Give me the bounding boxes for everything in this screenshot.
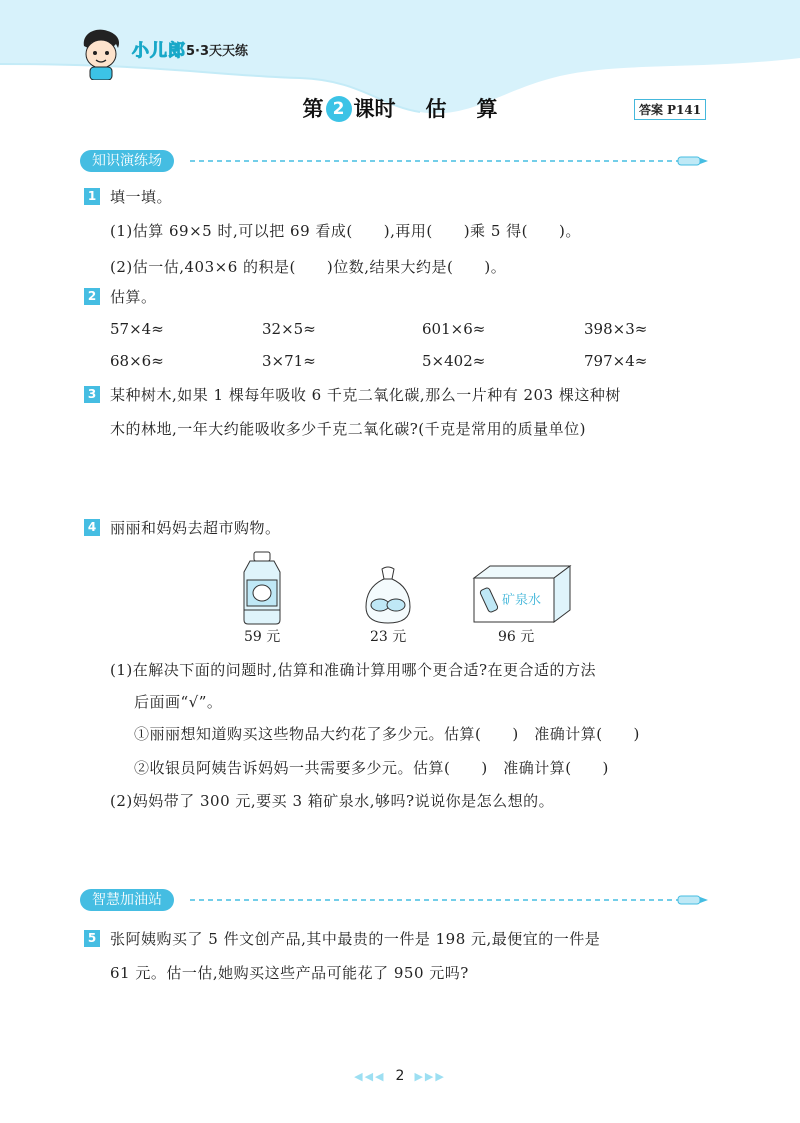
title-topic-1: 估 <box>425 97 447 121</box>
oil-bottle-icon <box>240 550 284 626</box>
estimate-item: 32×5≈ <box>262 320 316 338</box>
section-dashed-line <box>80 150 710 172</box>
q4-part2: (2)妈妈带了 300 元,要买 3 箱矿泉水,够吗?说说你是怎么想的。 <box>110 792 555 810</box>
q4-part1-line1: (1)在解决下面的问题时,估算和准确计算用哪个更合适?在更合适的方法 <box>110 661 597 679</box>
q1-title: 填一填。 <box>110 188 173 206</box>
estimate-item: 398×3≈ <box>584 320 648 338</box>
answer-reference <box>634 99 706 120</box>
estimate-item: 68×6≈ <box>110 352 164 370</box>
boy-mascot-icon <box>78 28 124 80</box>
q4-sub2: ②收银员阿姨告诉妈妈一共需要多少元。估算( ) 准确计算( ) <box>134 759 609 777</box>
q4-part1-line2: 后面画“√”。 <box>134 693 223 711</box>
section-title: 知识演练场 <box>80 150 174 172</box>
estimate-item: 57×4≈ <box>110 320 164 338</box>
page-number: 2 <box>395 1068 405 1084</box>
title-suffix: 课时 <box>353 97 396 121</box>
question-number: 2 <box>84 288 100 305</box>
q3-line1: 某种树木,如果 1 棵每年吸收 6 千克二氧化碳,那么一片种有 203 棵这种树 <box>110 386 621 404</box>
q4-title: 丽丽和妈妈去超市购物。 <box>110 519 281 537</box>
left-arrows-icon: ◀◀◀ <box>354 1070 386 1083</box>
page-footer <box>0 1068 800 1084</box>
question-number: 5 <box>84 930 100 947</box>
lesson-number-badge: 2 <box>326 96 352 122</box>
question-number: 3 <box>84 386 100 403</box>
box-label: 矿泉水 <box>502 593 542 608</box>
q2-title: 估算。 <box>110 288 157 306</box>
item-price: 96 元 <box>498 629 535 645</box>
right-arrows-icon: ▶▶▶ <box>414 1070 446 1083</box>
question-number: 4 <box>84 519 100 536</box>
estimate-item: 797×4≈ <box>584 352 648 370</box>
q5-line1: 张阿姨购买了 5 件文创产品,其中最贵的一件是 198 元,最便宜的一件是 <box>110 930 601 948</box>
question-number: 1 <box>84 188 100 205</box>
section-title: 智慧加油站 <box>80 889 174 911</box>
estimate-item: 601×6≈ <box>422 320 486 338</box>
q1-part2: (2)估一估,403×6 的积是( )位数,结果大约是( )。 <box>110 258 507 276</box>
q5-line2: 61 元。估一估,她购买这些产品可能花了 950 元吗? <box>110 964 469 982</box>
estimate-item: 5×402≈ <box>422 352 486 370</box>
answer-label: 答案 <box>639 103 664 117</box>
q1-part1: (1)估算 69×5 时,可以把 69 看成( ),再用( )乘 5 得( )。 <box>110 222 581 240</box>
item-price: 23 元 <box>370 629 407 645</box>
q3-line2: 木的林地,一年大约能吸收多少千克二氧化碳?(千克是常用的质量单位) <box>110 420 587 438</box>
grocery-bag-icon <box>362 565 414 625</box>
item-price: 59 元 <box>244 629 281 645</box>
title-prefix: 第 <box>302 97 324 121</box>
brand-name: 小儿郎 <box>132 41 186 61</box>
section-dashed-line <box>80 889 710 911</box>
brand-series: 5·3天天练 <box>186 44 249 59</box>
answer-page: P141 <box>667 103 702 117</box>
water-box-icon <box>470 562 574 626</box>
estimate-item: 3×71≈ <box>262 352 316 370</box>
q4-sub1: ①丽丽想知道购买这些物品大约花了多少元。估算( ) 准确计算( ) <box>134 725 640 743</box>
title-topic-2: 算 <box>476 97 498 121</box>
